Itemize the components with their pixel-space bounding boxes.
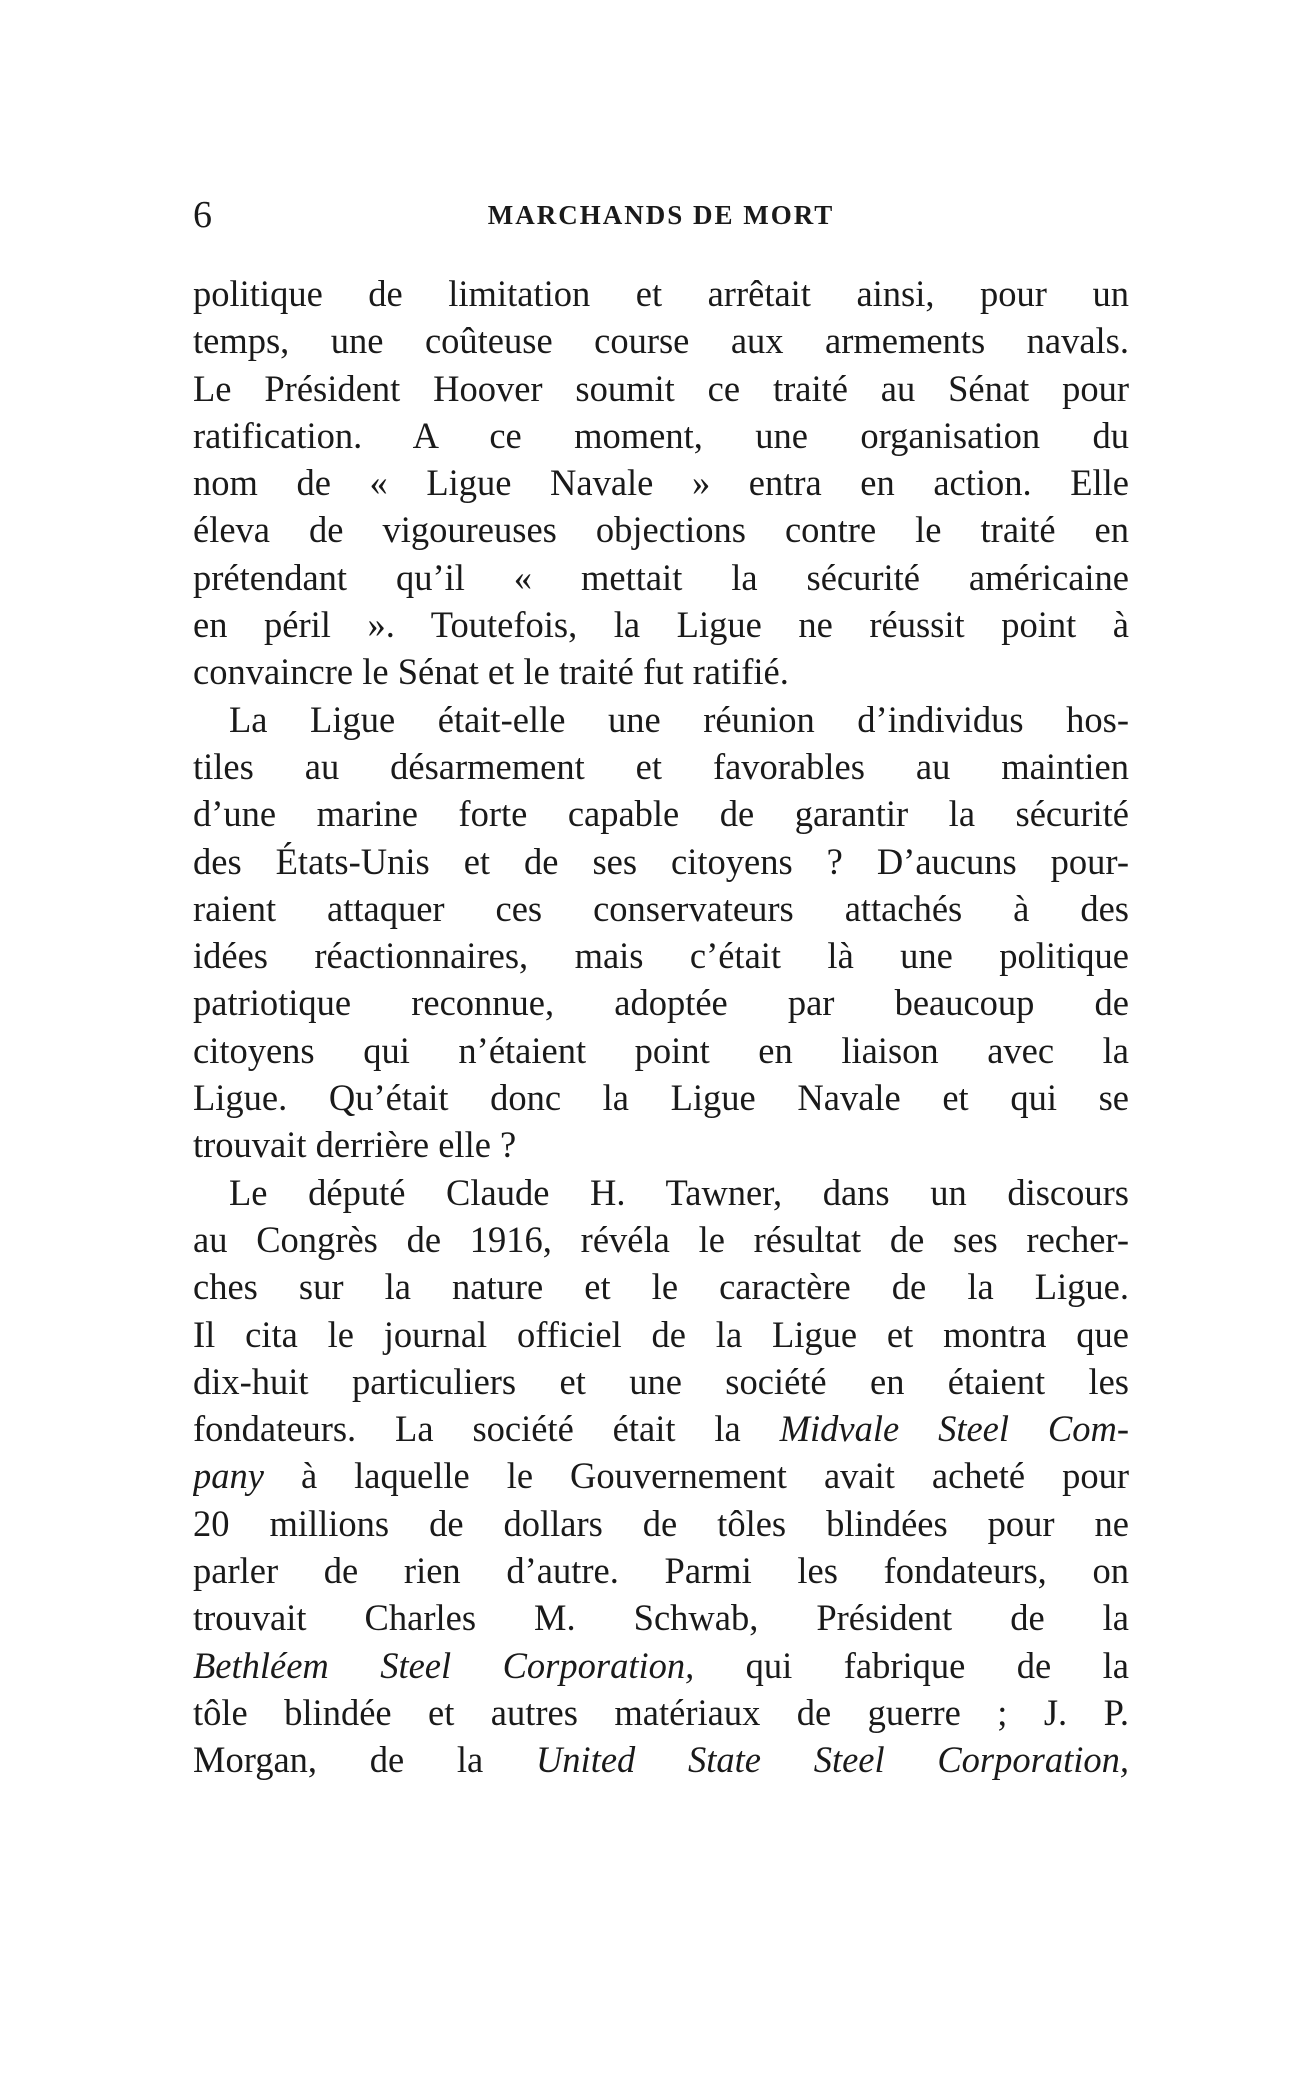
- text-line: nom de « Ligue Navale » entra en action. Elle: [193, 462, 1129, 504]
- text-line: [193, 1642, 1129, 1689]
- italic-company-name: Midvale Steel Com-: [779, 1408, 1129, 1450]
- text-line: La Ligue était-elle une réunion d’individus hos-: [229, 698, 1129, 740]
- text-line: Le député Claude H. Tawner, dans un discours: [229, 1171, 1129, 1213]
- italic-company-name: United State Steel Corporation,: [535, 1739, 1129, 1781]
- text-line: raient attaquer ces conservateurs attachés à des: [193, 887, 1129, 929]
- text-line: Il cita le journal officiel de la Ligue et montra que: [193, 1313, 1129, 1355]
- text-line: Le Président Hoover soumit ce traité au Sénat pour: [193, 367, 1129, 409]
- italic-company-name: pany: [193, 1455, 264, 1497]
- running-title: MARCHANDS DE MORT: [487, 200, 835, 230]
- text-line: [193, 1452, 1129, 1499]
- text-line: patriotique reconnue, adoptée par beaucoup de: [193, 982, 1129, 1024]
- italic-company-name: Bethléem Steel Corporation,: [193, 1644, 695, 1686]
- text-line: tiles au désarmement et favorables au maintien: [193, 745, 1129, 787]
- body-text: [193, 270, 1129, 1784]
- text-line: en péril ». Toutefois, la Ligue ne réussit point à: [193, 604, 1129, 646]
- text-line: [193, 1736, 1129, 1783]
- text-line: tôle blindée et autres matériaux de guerre ; J. P.: [193, 1691, 1129, 1733]
- running-head: [193, 190, 1129, 240]
- text-line: 20 millions de dollars de tôles blindées pour ne: [193, 1502, 1129, 1544]
- text-line: ches sur la nature et le caractère de la Ligue.: [193, 1266, 1129, 1308]
- text-line: trouvait Charles M. Schwab, Président de la: [193, 1597, 1129, 1639]
- text-line: temps, une coûteuse course aux armements navals.: [193, 320, 1129, 362]
- text-line: parler de rien d’autre. Parmi les fondateurs, on: [193, 1550, 1129, 1592]
- text-line: dix-huit particuliers et une société en étaient les: [193, 1360, 1129, 1402]
- text-line: convaincre le Sénat et le traité fut ratifié.: [193, 651, 789, 693]
- line-text: qui fabrique de la: [694, 1644, 1129, 1686]
- text-line: ratification. A ce moment, une organisation du: [193, 414, 1129, 456]
- line-text: fondateurs. La société était la: [193, 1408, 780, 1450]
- text-line: idées réactionnaires, mais c’était là une politique: [193, 935, 1129, 977]
- text-line: des États-Unis et de ses citoyens ? D’aucuns pour-: [193, 840, 1129, 882]
- line-text: à laquelle le Gouvernement avait acheté pour: [263, 1455, 1129, 1497]
- text-line: Ligue. Qu’était donc la Ligue Navale et qui se: [193, 1077, 1129, 1119]
- page-number: 6: [193, 194, 212, 236]
- text-line: éleva de vigoureuses objections contre le traité en: [193, 509, 1129, 551]
- text-line: [193, 1405, 1129, 1452]
- text-line: d’une marine forte capable de garantir la sécurité: [193, 793, 1129, 835]
- text-line: prétendant qu’il « mettait la sécurité américaine: [193, 556, 1129, 598]
- text-line: citoyens qui n’étaient point en liaison avec la: [193, 1029, 1129, 1071]
- line-text: Morgan, de la: [193, 1739, 536, 1781]
- text-line: politique de limitation et arrêtait ainsi, pour un: [193, 273, 1129, 314]
- text-line: trouvait derrière elle ?: [193, 1124, 517, 1166]
- text-line: au Congrès de 1916, révéla le résultat de ses recher-: [193, 1218, 1129, 1260]
